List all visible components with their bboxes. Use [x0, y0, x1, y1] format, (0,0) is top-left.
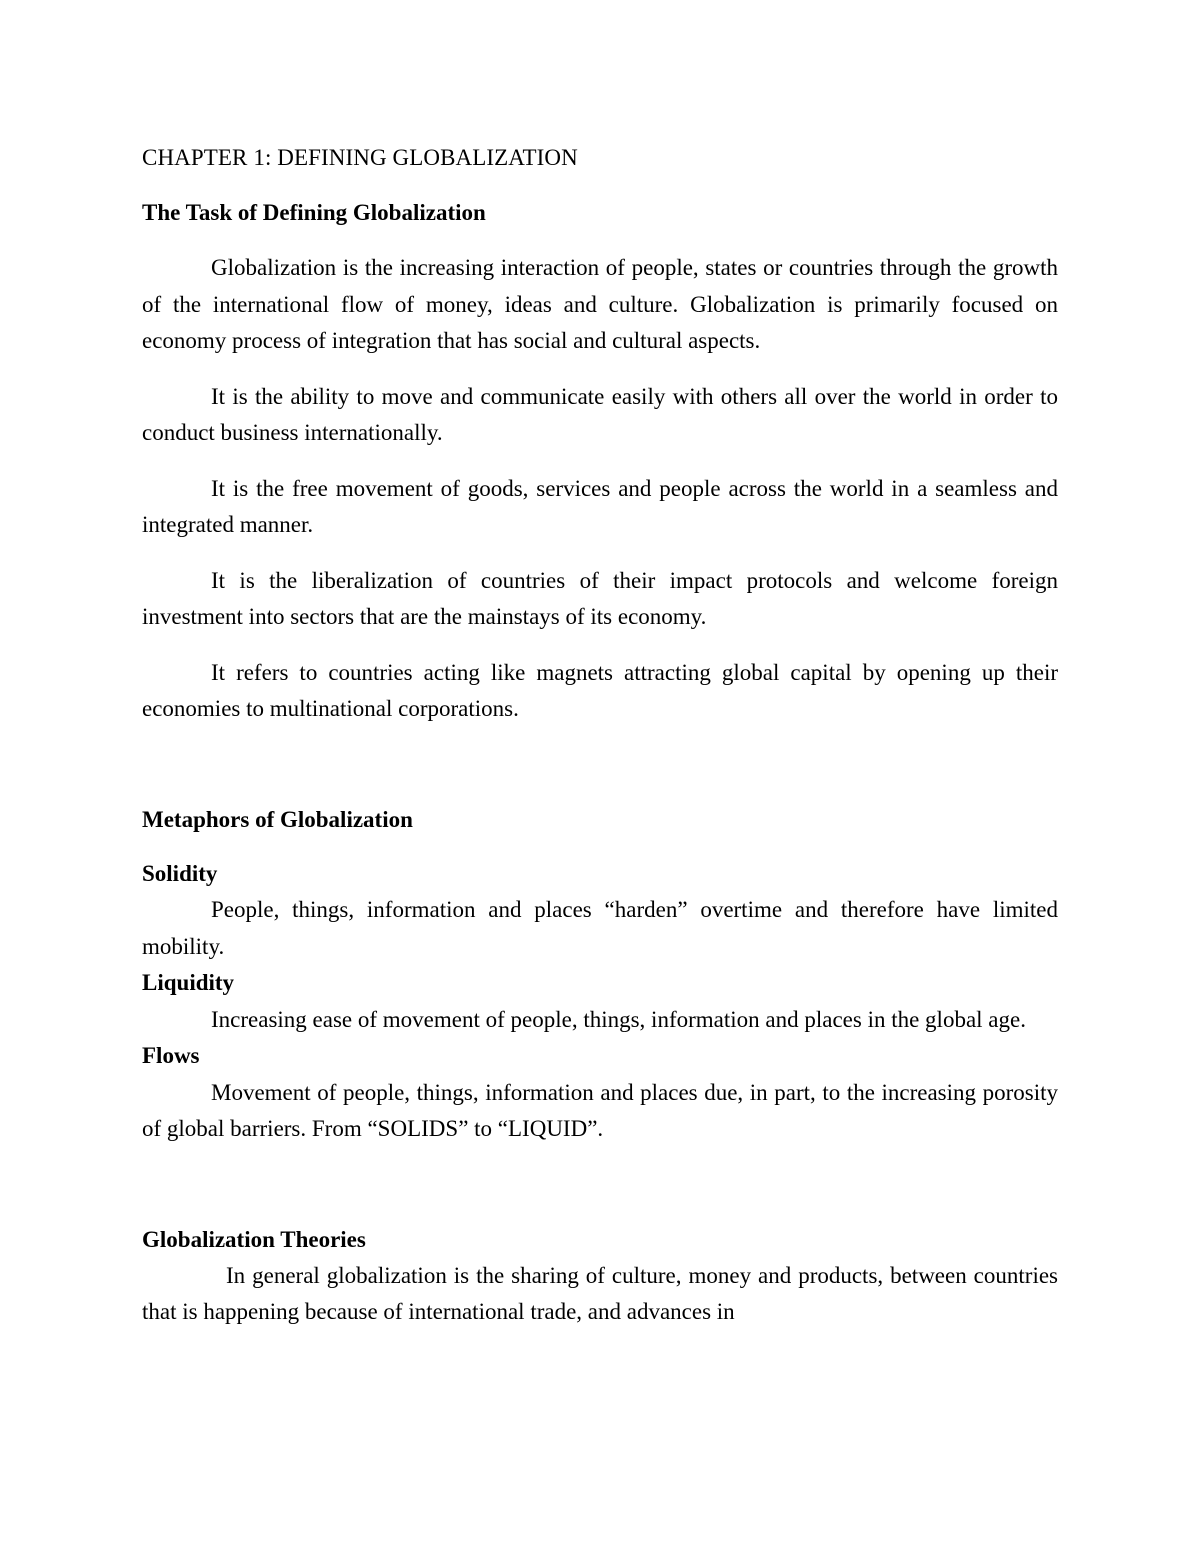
metaphor-term-flows: Flows — [142, 1043, 200, 1068]
metaphor-definition-liquidity: Increasing ease of movement of people, things, information and places in the global age. — [211, 1006, 1026, 1032]
task-paragraph-5: It refers to countries acting like magnets attracting global capital by opening up their economies to multinational corporations. — [142, 659, 1058, 721]
task-paragraph-3: It is the free movement of goods, services and people across the world in a seamless and integrated manner. — [142, 475, 1058, 537]
chapter-title: CHAPTER 1: DEFINING GLOBALIZATION — [142, 145, 578, 170]
task-paragraph-1: Globalization is the increasing interaction of people, states or countries through the growth of the international flow of money, ideas and culture. Globalization is primarily focused on economy process of integration that has social and cultural aspects. — [142, 255, 1058, 353]
document-content — [142, 140, 1058, 1331]
task-paragraph-4: It is the liberalization of countries of their impact protocols and welcome foreign investment into sectors that are the mainstays of its economy. — [142, 567, 1058, 629]
task-paragraph-2: It is the ability to move and communicate easily with others all over the world in order to conduct business internationally. — [142, 383, 1058, 445]
metaphor-term-liquidity: Liquidity — [142, 970, 235, 995]
theories-paragraph: In general globalization is the sharing of culture, money and products, between countries that is happening because of international trade, and advances in — [142, 1262, 1058, 1324]
theories-section-heading: Globalization Theories — [142, 1226, 366, 1252]
metaphor-definition-flows: Movement of people, things, information and places due, in part, to the increasing porosity of global barriers. From “SOLIDS” to “LIQUID”. — [142, 1079, 1058, 1141]
metaphors-section-heading: Metaphors of Globalization — [142, 806, 413, 832]
metaphor-term-solidity: Solidity — [142, 860, 218, 886]
metaphor-definition-solidity: People, things, information and places “harden” overtime and therefore have limited mobility. — [142, 897, 1058, 959]
task-section-heading: The Task of Defining Globalization — [142, 200, 486, 225]
